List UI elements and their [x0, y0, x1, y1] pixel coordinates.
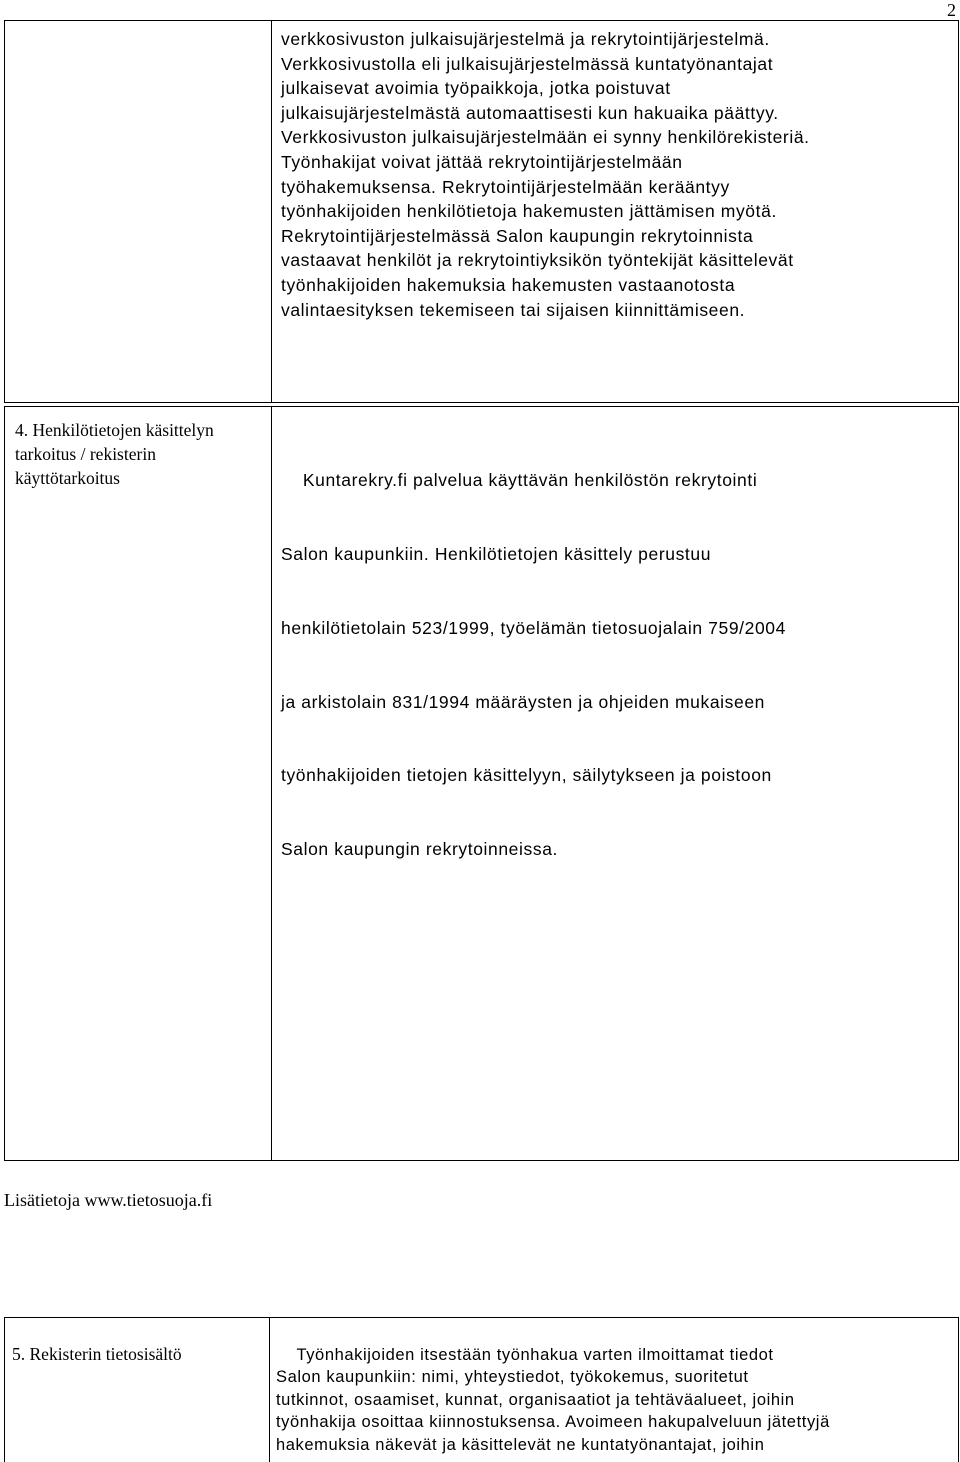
text-line: Työnhakijat voivat jättää rekrytointijärjestelmään: [281, 151, 683, 172]
text-line: työnhakijoiden henkilötietoja hakemusten jättämisen myötä.: [281, 201, 777, 222]
text-line: Salon kaupunkiin. Henkilötietojen käsittely perustuu: [281, 543, 712, 564]
text-line: Salon kaupunkiin: nimi, yhteystiedot, työkokemus, suoritetut: [276, 1368, 749, 1387]
section-4-description: [281, 419, 786, 886]
text-line: työnhakijoiden tietojen käsittelyyn, säilytykseen ja poistoon: [281, 765, 772, 786]
text-line: julkaisujärjestelmästä automaattisesti kun hakuaika päättyy.: [281, 102, 779, 123]
text-line: valintaesityksen tekemiseen tai sijaisen kiinnittämiseen.: [281, 299, 746, 320]
text-line: työnhakija osoittaa kiinnostuksensa. Avoimeen hakupalveluun jätettyjä: [276, 1413, 830, 1432]
text-line: Verkkosivuston julkaisujärjestelmään ei synny henkilörekisteriä.: [281, 127, 810, 148]
section-3-description: [281, 27, 810, 322]
text-line: hakemuksia näkevät ja käsittelevät ne kuntatyönantajat, joihin: [276, 1435, 765, 1454]
text-line: Rekrytointijärjestelmässä Salon kaupungin rekrytoinnista: [281, 225, 754, 246]
text-line: ja arkistolain 831/1994 määräysten ja ohjeiden mukaiseen: [281, 691, 766, 712]
label-line: 4. Henkilötietojen käsittelyn: [15, 420, 214, 440]
text-line: työhakemuksensa. Rekrytointijärjestelmään kerääntyy: [281, 176, 730, 197]
column-divider: [271, 407, 272, 1160]
text-line: Verkkosivustolla eli julkaisujärjestelmässä kuntatyönantajat: [281, 53, 774, 74]
column-divider: [269, 1318, 270, 1462]
text-line: työnhakijoiden hakemuksia hakemusten vastaanotosta: [281, 274, 736, 295]
more-info-link-text: Lisätietoja www.tietosuoja.fi: [4, 1190, 213, 1210]
text-line: tutkinnot, osaamiset, kunnat, organisaatiot ja tehtäväalueet, joihin: [276, 1390, 795, 1409]
text-line: Salon kaupungin rekrytoinneissa.: [281, 839, 558, 860]
section-5-label: 5. Rekisterin tietosisältö: [12, 1344, 182, 1364]
column-divider: [271, 21, 272, 402]
text-line: vastaavat henkilöt ja rekrytointiyksikön työntekijät käsittelevät: [281, 250, 794, 271]
text-line: Työnhakijoiden itsestään työnhakua varten ilmoittamat tiedot: [276, 1346, 774, 1364]
text-line: Kuntarekry.fi palvelua käyttävän henkilöstön rekrytointi: [281, 470, 758, 491]
text-line: julkaisevat avoimia työpaikkoja, jotka poistuvat: [281, 78, 671, 99]
text-line: henkilötietolain 523/1999, työelämän tietosuojalain 759/2004: [281, 617, 786, 638]
label-line: käyttötarkoitus: [15, 468, 120, 488]
page-number: 2: [947, 0, 956, 20]
text-line: verkkosivuston julkaisujärjestelmä ja rekrytointijärjestelmä.: [281, 29, 770, 49]
section-5-description: [276, 1344, 830, 1456]
section-4-label: [15, 418, 214, 490]
label-line: tarkoitus / rekisterin: [15, 444, 156, 464]
